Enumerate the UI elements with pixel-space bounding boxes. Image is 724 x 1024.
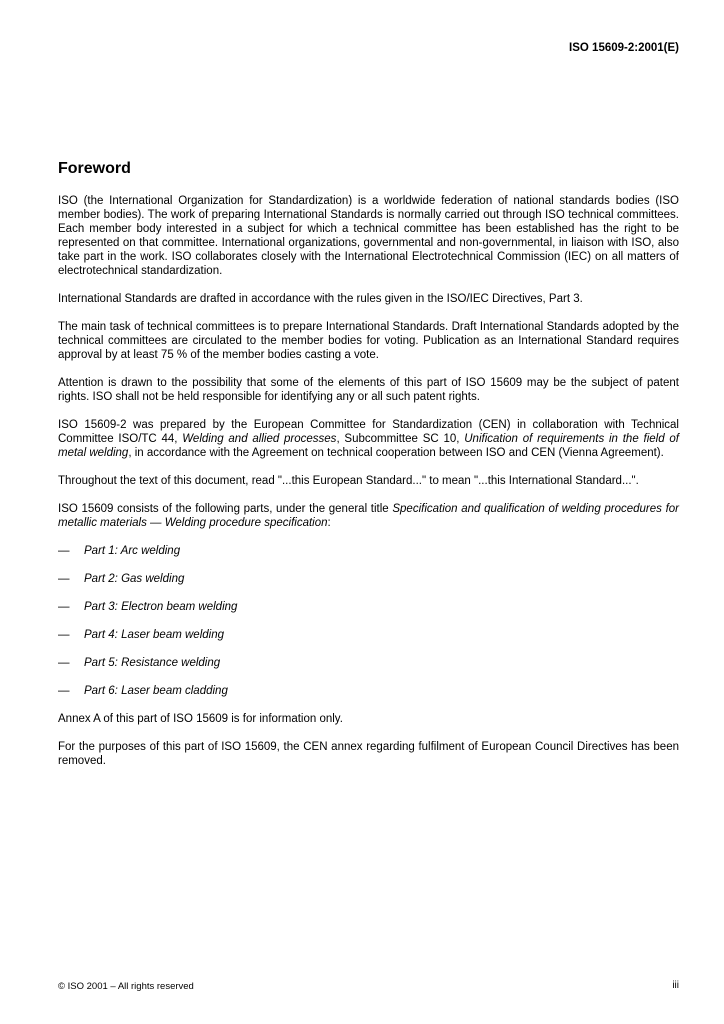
paragraph-preparation — [58, 418, 679, 460]
part-label: Part 4: Laser beam welding — [84, 629, 224, 641]
preparation-text-c: , Subcommittee SC 10, — [336, 433, 465, 445]
page-number: iii — [672, 980, 679, 991]
paragraph-annex: Annex A of this part of ISO 15609 is for information only. — [58, 713, 343, 725]
paragraph-parts-intro — [58, 502, 679, 530]
paragraph-iso-intro: ISO (the International Organization for Standardization) is a worldwide federation of national standards bodies (ISO member bodies). The work of preparing International Standards is normally carried out through ISO technical committees. Each member body interested in a subject for which a technical committee has been established has the right to be represented on that committee. International organizations, governmental and non-governmental, in liaison with ISO, also take part in the work. ISO collaborates closely with the International Electrotechnical Commission (IEC) on all matters of electrotechnical standardization. — [58, 195, 679, 277]
document-id-header: ISO 15609-2:2001(E) — [569, 42, 679, 54]
list-dash: — — [58, 545, 70, 557]
copyright-footer: © ISO 2001 – All rights reserved — [58, 981, 194, 992]
list-dash: — — [58, 601, 70, 613]
subcommittee-title: Unification of requirements in the field of metal welding — [58, 433, 679, 459]
list-dash: — — [58, 685, 70, 697]
list-item — [58, 572, 679, 586]
list-item — [58, 656, 679, 670]
part-label: Part 3: Electron beam welding — [84, 601, 238, 613]
committee-title: Welding and allied processes — [182, 433, 337, 445]
parts-intro-text-c: : — [327, 517, 331, 529]
list-item — [58, 544, 679, 558]
general-title: Specification and qualification of welding procedures for metallic materials — Welding procedure specification — [58, 503, 679, 529]
paragraph-committees: The main task of technical committees is to prepare International Standards. Draft International Standards adopted by the technical committees are circulated to the member bodies for voting. Publication as an International Standard requires approval by at least 75 % of the member bodies casting a vote. — [58, 321, 679, 361]
part-label: Part 1: Arc welding — [84, 545, 181, 557]
part-label: Part 2: Gas welding — [84, 573, 185, 585]
list-item — [58, 684, 679, 698]
paragraph-reading-note: Throughout the text of this document, read "...this European Standard..." to mean "...this International Standard...". — [58, 475, 639, 487]
list-dash: — — [58, 657, 70, 669]
paragraph-directives: International Standards are drafted in accordance with the rules given in the ISO/IEC Directives, Part 3. — [58, 293, 583, 305]
parts-intro-text-a: ISO 15609 consists of the following parts, under the general title — [58, 503, 393, 515]
parts-list — [58, 544, 679, 698]
preparation-text-a: ISO 15609-2 was prepared by the European Committee for Standardization (CEN) in collaboration with Technical Committee ISO/TC 44, — [58, 419, 679, 445]
paragraph-patent-rights: Attention is drawn to the possibility that some of the elements of this part of ISO 15609 may be the subject of patent rights. ISO shall not be held responsible for identifying any or all such patent rights. — [58, 377, 679, 403]
list-item — [58, 600, 679, 614]
paragraph-cen-annex: For the purposes of this part of ISO 15609, the CEN annex regarding fulfilment of European Council Directives has been removed. — [58, 741, 679, 767]
list-dash: — — [58, 573, 70, 585]
page-title: Foreword — [58, 160, 131, 177]
part-label: Part 5: Resistance welding — [84, 657, 221, 669]
list-item — [58, 628, 679, 642]
foreword-section — [58, 160, 679, 782]
part-label: Part 6: Laser beam cladding — [84, 685, 228, 697]
preparation-text-e: , in accordance with the Agreement on technical cooperation between ISO and CEN (Vienna Agreement). — [128, 447, 664, 459]
list-dash: — — [58, 629, 70, 641]
